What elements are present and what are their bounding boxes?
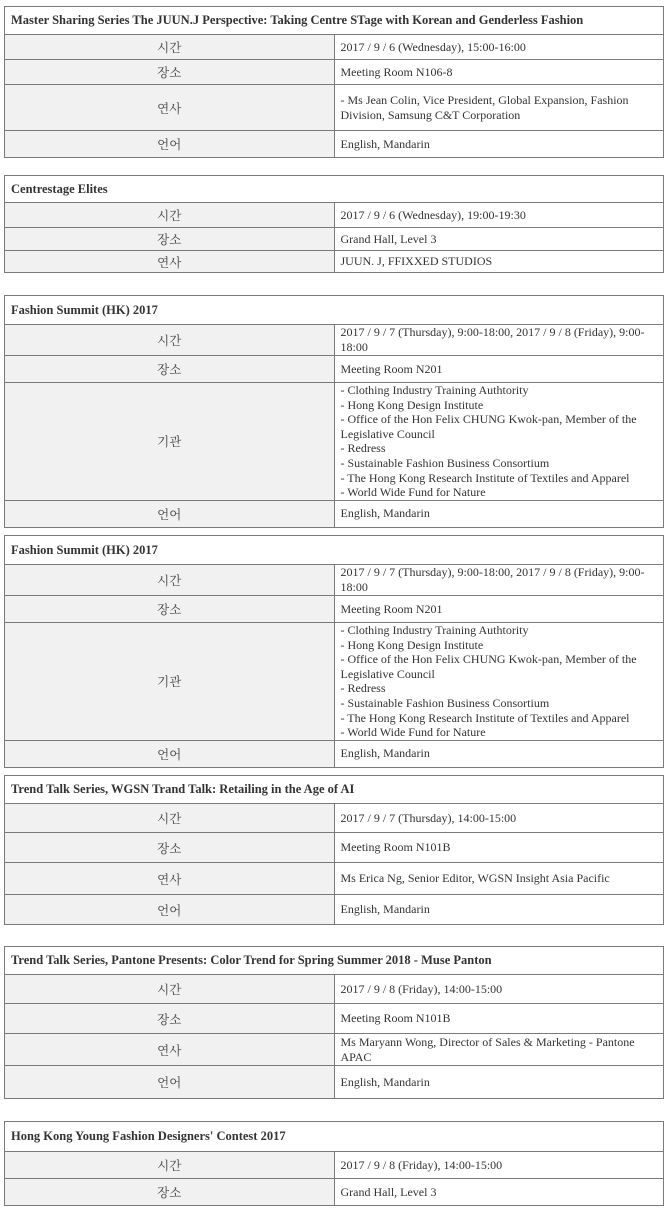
speaker-value: Ms Maryann Wong, Director of Sales & Marketing - Pantone APAC — [334, 1034, 664, 1066]
event-table — [4, 535, 664, 768]
language-label: 언어 — [5, 131, 335, 158]
event-table — [4, 1121, 664, 1206]
language-label: 언어 — [5, 740, 335, 767]
language-value: English, Mandarin — [334, 740, 664, 767]
organizer-item: - World Wide Fund for Nature — [340, 725, 486, 740]
organizer-item: - Office of the Hon Felix CHUNG Kwok-pan, Member of the Legislative Council — [340, 412, 637, 441]
time-label: 시간 — [5, 804, 335, 833]
venue-label: 장소 — [5, 1004, 335, 1034]
venue-value: Grand Hall, Level 3 — [334, 228, 664, 251]
time-value: 2017 / 9 / 7 (Thursday), 9:00-18:00, 2017 / 9 / 8 (Friday), 9:00-18:00 — [334, 565, 664, 596]
time-label: 시간 — [5, 35, 335, 60]
time-label: 시간 — [5, 1152, 335, 1179]
time-value: 2017 / 9 / 6 (Wednesday), 19:00-19:30 — [334, 203, 664, 228]
speaker-label: 연사 — [5, 1034, 335, 1066]
venue-value: Meeting Room N106-8 — [334, 60, 664, 85]
language-label: 언어 — [5, 1066, 335, 1099]
language-label: 언어 — [5, 500, 335, 527]
organizer-item: - Redress — [340, 441, 386, 456]
organizer-item: - Sustainable Fashion Business Consortium — [340, 455, 550, 470]
venue-value: Meeting Room N101B — [334, 1004, 664, 1034]
speaker-value: JUUN. J, FFIXXED STUDIOS — [334, 251, 664, 273]
event-title: Master Sharing Series The JUUN.J Perspective: Taking Centre STage with Korean and Genderless Fashion — [5, 7, 664, 35]
organizer-label: 기관 — [5, 383, 335, 501]
venue-value: Grand Hall, Level 3 — [334, 1179, 664, 1206]
organizer-item: - The Hong Kong Research Institute of Textiles and Apparel — [340, 470, 630, 485]
organizer-item: - Redress — [340, 681, 386, 696]
time-value: 2017 / 9 / 6 (Wednesday), 15:00-16:00 — [334, 35, 664, 60]
organizer-list — [334, 383, 664, 501]
event-table — [4, 295, 664, 528]
speaker-label: 연사 — [5, 863, 335, 895]
organizer-item: - Hong Kong Design Institute — [340, 397, 484, 412]
organizer-item: - Clothing Industry Training Authtority — [340, 623, 529, 637]
organizer-item: - Sustainable Fashion Business Consortium — [340, 695, 550, 710]
organizer-item: - World Wide Fund for Nature — [340, 485, 486, 500]
time-label: 시간 — [5, 565, 335, 596]
event-title: Hong Kong Young Fashion Designers' Contest 2017 — [5, 1122, 664, 1152]
event-table — [4, 775, 664, 925]
organizer-item: - Office of the Hon Felix CHUNG Kwok-pan, Member of the Legislative Council — [340, 652, 637, 681]
speaker-value: Ms Erica Ng, Senior Editor, WGSN Insight Asia Pacific — [334, 863, 664, 895]
speaker-label: 연사 — [5, 251, 335, 273]
venue-label: 장소 — [5, 60, 335, 85]
venue-label: 장소 — [5, 228, 335, 251]
venue-value: Meeting Room N101B — [334, 833, 664, 863]
organizer-item: - Hong Kong Design Institute — [340, 637, 484, 652]
language-label: 언어 — [5, 895, 335, 925]
speaker-label: 연사 — [5, 85, 335, 131]
event-table — [4, 175, 664, 273]
event-table — [4, 6, 664, 158]
time-value: 2017 / 9 / 7 (Thursday), 9:00-18:00, 2017 / 9 / 8 (Friday), 9:00-18:00 — [334, 325, 664, 356]
event-title: Trend Talk Series, Pantone Presents: Color Trend for Spring Summer 2018 - Muse Panton — [5, 947, 664, 975]
organizer-item: - Clothing Industry Training Authtority — [340, 383, 529, 397]
time-label: 시간 — [5, 203, 335, 228]
venue-label: 장소 — [5, 596, 335, 623]
organizer-label: 기관 — [5, 623, 335, 741]
time-value: 2017 / 9 / 7 (Thursday), 14:00-15:00 — [334, 804, 664, 833]
organizer-list — [334, 623, 664, 741]
venue-value: Meeting Room N201 — [334, 356, 664, 383]
venue-label: 장소 — [5, 833, 335, 863]
event-title: Centrestage Elites — [5, 176, 664, 203]
venue-value: Meeting Room N201 — [334, 596, 664, 623]
event-title: Fashion Summit (HK) 2017 — [5, 296, 664, 325]
time-value: 2017 / 9 / 8 (Friday), 14:00-15:00 — [334, 1152, 664, 1179]
time-value: 2017 / 9 / 8 (Friday), 14:00-15:00 — [334, 975, 664, 1004]
venue-label: 장소 — [5, 1179, 335, 1206]
language-value: English, Mandarin — [334, 1066, 664, 1099]
time-label: 시간 — [5, 975, 335, 1004]
organizer-item: - The Hong Kong Research Institute of Textiles and Apparel — [340, 710, 630, 725]
speaker-value: - Ms Jean Colin, Vice President, Global Expansion, Fashion Division, Samsung C&T Corporation — [334, 85, 664, 131]
language-value: English, Mandarin — [334, 895, 664, 925]
event-table — [4, 946, 664, 1099]
venue-label: 장소 — [5, 356, 335, 383]
language-value: English, Mandarin — [334, 131, 664, 158]
event-title: Fashion Summit (HK) 2017 — [5, 536, 664, 565]
language-value: English, Mandarin — [334, 500, 664, 527]
time-label: 시간 — [5, 325, 335, 356]
event-title: Trend Talk Series, WGSN Trand Talk: Retailing in the Age of AI — [5, 776, 664, 804]
